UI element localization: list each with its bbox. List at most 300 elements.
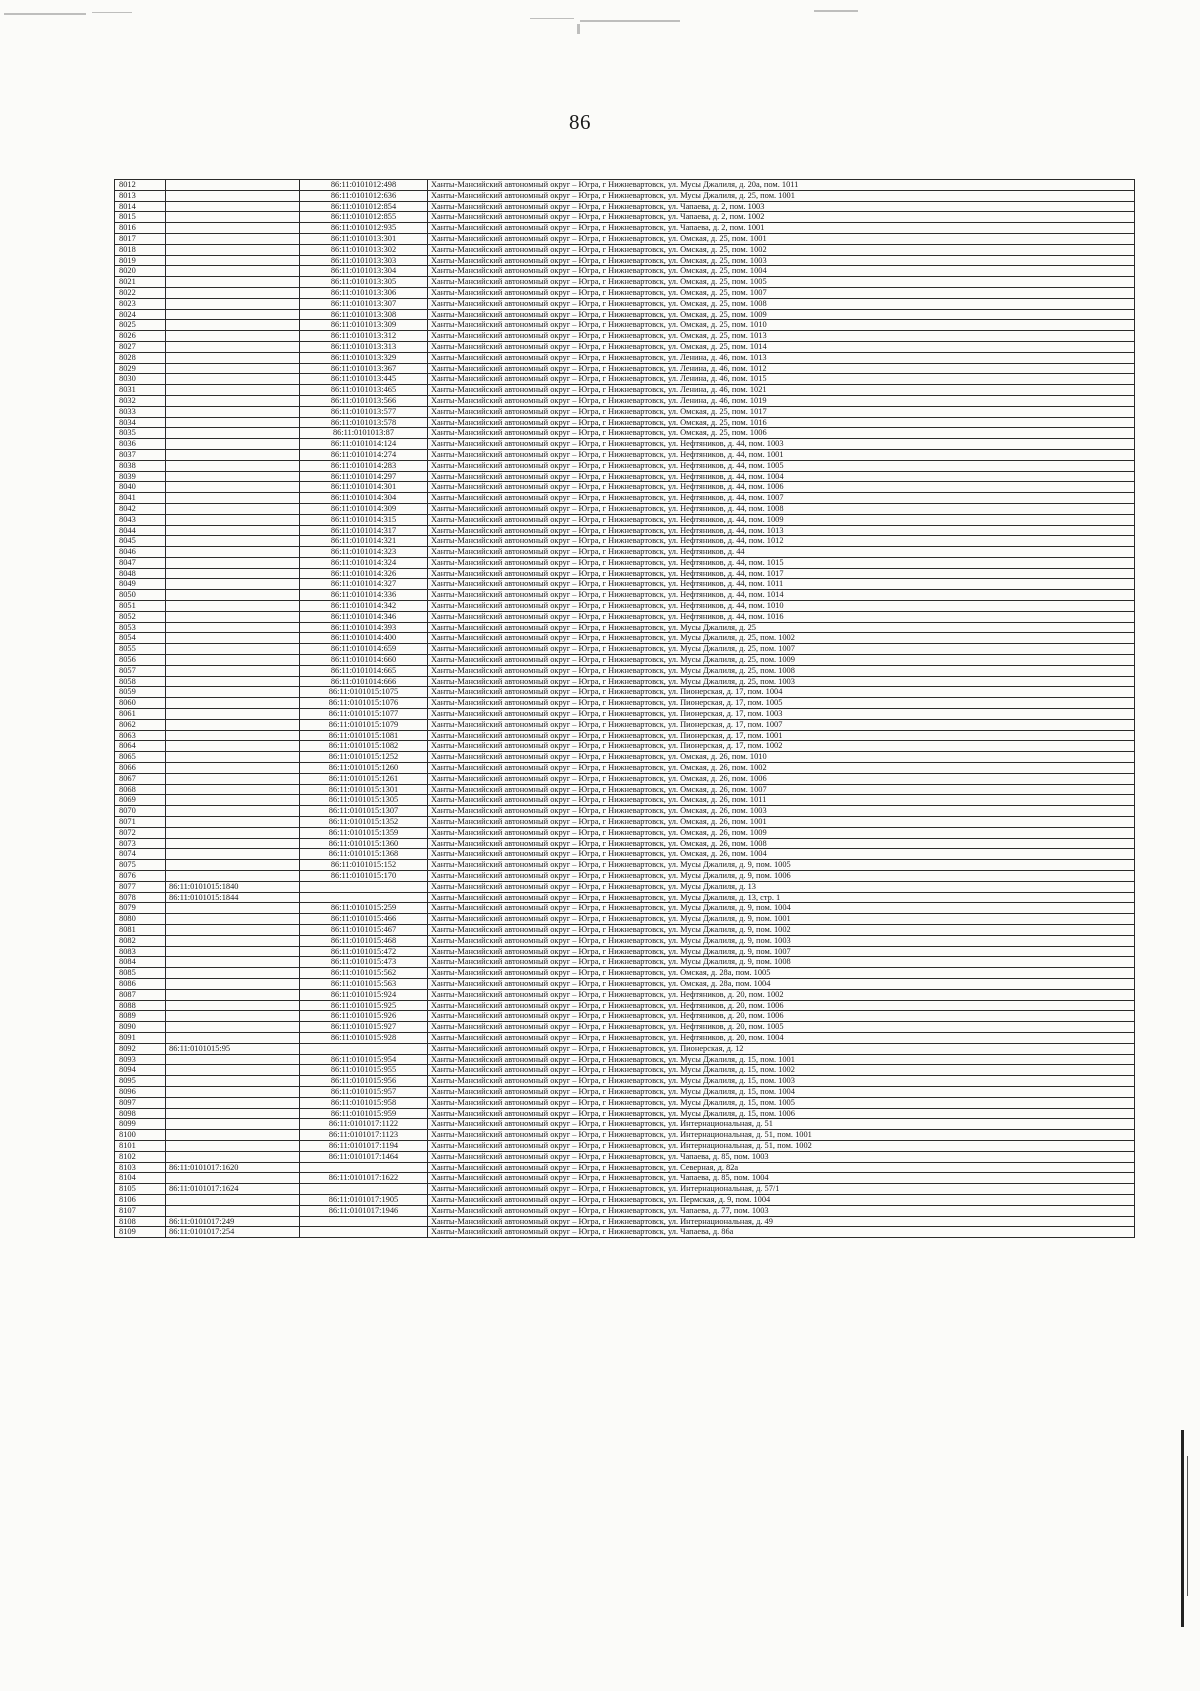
premises-cadastral-cell: 86:11:0101015:1352 — [300, 817, 428, 828]
table-row — [115, 719, 1135, 730]
premises-cadastral-cell: 86:11:0101015:1360 — [300, 838, 428, 849]
row-number-cell: 8102 — [115, 1151, 166, 1162]
table-row — [115, 439, 1135, 450]
address-cell: Ханты-Мансийский автономный округ – Югра, г Нижневартовск, ул. Омская, д. 26, пом. 1003 — [428, 806, 1135, 817]
page-number: 86 — [569, 110, 591, 134]
row-number-cell: 8074 — [115, 849, 166, 860]
row-number-cell: 8106 — [115, 1194, 166, 1205]
address-cell: Ханты-Мансийский автономный округ – Югра, г Нижневартовск, ул. Нефтяников, д. 20, пом. 1006 — [428, 1000, 1135, 1011]
table-row — [115, 374, 1135, 385]
parcel-cadastral-cell — [166, 374, 300, 385]
parcel-cadastral-cell — [166, 752, 300, 763]
row-number-cell: 8069 — [115, 795, 166, 806]
address-cell: Ханты-Мансийский автономный округ – Югра, г Нижневартовск, ул. Омская, д. 25, пом. 1005 — [428, 277, 1135, 288]
row-number-cell: 8027 — [115, 341, 166, 352]
row-number-cell: 8065 — [115, 752, 166, 763]
row-number-cell: 8048 — [115, 568, 166, 579]
parcel-cadastral-cell — [166, 428, 300, 439]
parcel-cadastral-cell — [166, 611, 300, 622]
scan-artifact — [577, 24, 580, 34]
premises-cadastral-cell: 86:11:0101014:393 — [300, 622, 428, 633]
row-number-cell: 8088 — [115, 1000, 166, 1011]
parcel-cadastral-cell — [166, 331, 300, 342]
row-number-cell: 8073 — [115, 838, 166, 849]
premises-cadastral-cell: 86:11:0101014:317 — [300, 525, 428, 536]
address-cell: Ханты-Мансийский автономный округ – Югра, г Нижневартовск, ул. Нефтяников, д. 44, пом. 1013 — [428, 525, 1135, 536]
row-number-cell: 8021 — [115, 277, 166, 288]
premises-cadastral-cell: 86:11:0101015:955 — [300, 1065, 428, 1076]
address-cell: Ханты-Мансийский автономный округ – Югра, г Нижневартовск, ул. Мусы Джалиля, д. 9, пом. 1002 — [428, 924, 1135, 935]
row-number-cell: 8109 — [115, 1227, 166, 1238]
address-cell: Ханты-Мансийский автономный округ – Югра, г Нижневартовск, ул. Мусы Джалиля, д. 9, пом. 1004 — [428, 903, 1135, 914]
row-number-cell: 8087 — [115, 989, 166, 1000]
row-number-cell: 8043 — [115, 514, 166, 525]
row-number-cell: 8059 — [115, 687, 166, 698]
row-number-cell: 8090 — [115, 1022, 166, 1033]
table-row — [115, 676, 1135, 687]
address-cell: Ханты-Мансийский автономный округ – Югра, г Нижневартовск, ул. Ленина, д. 46, пом. 1013 — [428, 352, 1135, 363]
row-number-cell: 8039 — [115, 471, 166, 482]
address-cell: Ханты-Мансийский автономный округ – Югра, г Нижневартовск, ул. Омская, д. 25, пом. 1007 — [428, 287, 1135, 298]
address-cell: Ханты-Мансийский автономный округ – Югра, г Нижневартовск, ул. Нефтяников, д. 44, пом. 1005 — [428, 460, 1135, 471]
premises-cadastral-cell: 86:11:0101015:1260 — [300, 763, 428, 774]
parcel-cadastral-cell — [166, 914, 300, 925]
premises-cadastral-cell: 86:11:0101015:1077 — [300, 709, 428, 720]
address-cell: Ханты-Мансийский автономный округ – Югра, г Нижневартовск, ул. Чапаева, д. 2, пом. 1003 — [428, 201, 1135, 212]
row-number-cell: 8098 — [115, 1108, 166, 1119]
parcel-cadastral-cell — [166, 503, 300, 514]
premises-cadastral-cell: 86:11:0101014:327 — [300, 579, 428, 590]
table-row — [115, 1119, 1135, 1130]
address-cell: Ханты-Мансийский автономный округ – Югра, г Нижневартовск, ул. Мусы Джалиля, д. 9, пом. 1008 — [428, 957, 1135, 968]
premises-cadastral-cell: 86:11:0101013:87 — [300, 428, 428, 439]
table-row — [115, 622, 1135, 633]
premises-cadastral-cell: 86:11:0101014:326 — [300, 568, 428, 579]
row-number-cell: 8082 — [115, 935, 166, 946]
row-number-cell: 8092 — [115, 1043, 166, 1054]
parcel-cadastral-cell — [166, 860, 300, 871]
address-cell: Ханты-Мансийский автономный округ – Югра, г Нижневартовск, ул. Нефтяников, д. 44, пом. 1017 — [428, 568, 1135, 579]
row-number-cell: 8037 — [115, 449, 166, 460]
row-number-cell: 8020 — [115, 266, 166, 277]
row-number-cell: 8104 — [115, 1173, 166, 1184]
premises-cadastral-cell: 86:11:0101014:659 — [300, 644, 428, 655]
premises-cadastral-cell: 86:11:0101012:854 — [300, 201, 428, 212]
row-number-cell: 8034 — [115, 417, 166, 428]
premises-cadastral-cell: 86:11:0101015:152 — [300, 860, 428, 871]
table-row — [115, 989, 1135, 1000]
table-row — [115, 752, 1135, 763]
table-row — [115, 903, 1135, 914]
address-cell: Ханты-Мансийский автономный округ – Югра, г Нижневартовск, ул. Омская, д. 26, пом. 1008 — [428, 838, 1135, 849]
parcel-cadastral-cell — [166, 460, 300, 471]
address-cell: Ханты-Мансийский автономный округ – Югра, г Нижневартовск, ул. Омская, д. 25, пом. 1010 — [428, 320, 1135, 331]
parcel-cadastral-cell — [166, 482, 300, 493]
table-row — [115, 687, 1135, 698]
parcel-cadastral-cell — [166, 665, 300, 676]
premises-cadastral-cell: 86:11:0101013:309 — [300, 320, 428, 331]
table-row — [115, 255, 1135, 266]
premises-cadastral-cell — [300, 1043, 428, 1054]
address-cell: Ханты-Мансийский автономный округ – Югра, г Нижневартовск, ул. Омская, д. 28а, пом. 1005 — [428, 968, 1135, 979]
parcel-cadastral-cell — [166, 784, 300, 795]
table-row — [115, 806, 1135, 817]
parcel-cadastral-cell — [166, 924, 300, 935]
table-row — [115, 1000, 1135, 1011]
table-row — [115, 352, 1135, 363]
row-number-cell: 8023 — [115, 298, 166, 309]
address-cell: Ханты-Мансийский автономный округ – Югра, г Нижневартовск, ул. Ленина, д. 46, пом. 1021 — [428, 385, 1135, 396]
row-number-cell: 8095 — [115, 1076, 166, 1087]
address-cell: Ханты-Мансийский автономный округ – Югра, г Нижневартовск, ул. Мусы Джалиля, д. 25, пом. 1001 — [428, 190, 1135, 201]
premises-cadastral-cell: 86:11:0101017:1905 — [300, 1194, 428, 1205]
address-cell: Ханты-Мансийский автономный округ – Югра, г Нижневартовск, ул. Омская, д. 26, пом. 1004 — [428, 849, 1135, 860]
scan-artifact — [4, 13, 86, 15]
premises-cadastral-cell: 86:11:0101017:1122 — [300, 1119, 428, 1130]
table-row — [115, 968, 1135, 979]
address-cell: Ханты-Мансийский автономный округ – Югра, г Нижневартовск, ул. Чапаева, д. 77, пом. 1003 — [428, 1205, 1135, 1216]
parcel-cadastral-cell — [166, 341, 300, 352]
parcel-cadastral-cell — [166, 363, 300, 374]
parcel-cadastral-cell — [166, 773, 300, 784]
table-row — [115, 763, 1135, 774]
premises-cadastral-cell: 86:11:0101014:342 — [300, 601, 428, 612]
table-row — [115, 914, 1135, 925]
address-cell: Ханты-Мансийский автономный округ – Югра, г Нижневартовск, ул. Омская, д. 25, пом. 1013 — [428, 331, 1135, 342]
parcel-cadastral-cell — [166, 676, 300, 687]
parcel-cadastral-cell — [166, 471, 300, 482]
parcel-cadastral-cell — [166, 493, 300, 504]
premises-cadastral-cell — [300, 1216, 428, 1227]
address-cell: Ханты-Мансийский автономный округ – Югра, г Нижневартовск, ул. Нефтяников, д. 20, пом. 1005 — [428, 1022, 1135, 1033]
parcel-cadastral-cell — [166, 709, 300, 720]
address-cell: Ханты-Мансийский автономный округ – Югра, г Нижневартовск, ул. Чапаева, д. 2, пом. 1002 — [428, 212, 1135, 223]
scan-artifact — [92, 12, 132, 13]
address-cell: Ханты-Мансийский автономный округ – Югра, г Нижневартовск, ул. Ленина, д. 46, пом. 1012 — [428, 363, 1135, 374]
row-number-cell: 8024 — [115, 309, 166, 320]
table-row — [115, 773, 1135, 784]
row-number-cell: 8057 — [115, 665, 166, 676]
table-row — [115, 223, 1135, 234]
row-number-cell: 8053 — [115, 622, 166, 633]
address-cell: Ханты-Мансийский автономный округ – Югра, г Нижневартовск, ул. Омская, д. 25, пом. 1016 — [428, 417, 1135, 428]
premises-cadastral-cell: 86:11:0101015:473 — [300, 957, 428, 968]
address-cell: Ханты-Мансийский автономный округ – Югра, г Нижневартовск, ул. Мусы Джалиля, д. 25, пом. 1009 — [428, 655, 1135, 666]
parcel-cadastral-cell — [166, 935, 300, 946]
parcel-cadastral-cell — [166, 439, 300, 450]
parcel-cadastral-cell — [166, 1130, 300, 1141]
address-cell: Ханты-Мансийский автономный округ – Югра, г Нижневартовск, ул. Омская, д. 25, пом. 1004 — [428, 266, 1135, 277]
address-cell: Ханты-Мансийский автономный округ – Югра, г Нижневартовск, ул. Интернациональная, д. 51, пом. 1001 — [428, 1130, 1135, 1141]
address-cell: Ханты-Мансийский автономный округ – Югра, г Нижневартовск, ул. Мусы Джалиля, д. 25, пом. 1003 — [428, 676, 1135, 687]
premises-cadastral-cell: 86:11:0101013:302 — [300, 244, 428, 255]
address-cell: Ханты-Мансийский автономный округ – Югра, г Нижневартовск, ул. Нефтяников, д. 44, пом. 1004 — [428, 471, 1135, 482]
parcel-cadastral-cell — [166, 536, 300, 547]
parcel-cadastral-cell — [166, 968, 300, 979]
parcel-cadastral-cell: 86:11:0101015:95 — [166, 1043, 300, 1054]
row-number-cell: 8093 — [115, 1054, 166, 1065]
premises-cadastral-cell: 86:11:0101013:578 — [300, 417, 428, 428]
table-row — [115, 406, 1135, 417]
address-cell: Ханты-Мансийский автономный округ – Югра, г Нижневартовск, ул. Омская, д. 25, пом. 1003 — [428, 255, 1135, 266]
table-row — [115, 795, 1135, 806]
table-row — [115, 525, 1135, 536]
table-row — [115, 277, 1135, 288]
table-row — [115, 601, 1135, 612]
parcel-cadastral-cell — [166, 1151, 300, 1162]
parcel-cadastral-cell — [166, 1108, 300, 1119]
address-cell: Ханты-Мансийский автономный округ – Югра, г Нижневартовск, ул. Омская, д. 26, пом. 1001 — [428, 817, 1135, 828]
parcel-cadastral-cell — [166, 989, 300, 1000]
address-cell: Ханты-Мансийский автономный округ – Югра, г Нижневартовск, ул. Интернациональная, д. 49 — [428, 1216, 1135, 1227]
address-cell: Ханты-Мансийский автономный округ – Югра, г Нижневартовск, ул. Омская, д. 25, пом. 1006 — [428, 428, 1135, 439]
table-row — [115, 730, 1135, 741]
parcel-cadastral-cell: 86:11:0101017:249 — [166, 1216, 300, 1227]
premises-cadastral-cell: 86:11:0101015:957 — [300, 1086, 428, 1097]
table-row — [115, 331, 1135, 342]
premises-cadastral-cell: 86:11:0101015:924 — [300, 989, 428, 1000]
row-number-cell: 8062 — [115, 719, 166, 730]
table-row — [115, 1205, 1135, 1216]
table-row — [115, 309, 1135, 320]
address-cell: Ханты-Мансийский автономный округ – Югра, г Нижневартовск, ул. Омская, д. 26, пом. 1011 — [428, 795, 1135, 806]
parcel-cadastral-cell — [166, 385, 300, 396]
address-cell: Ханты-Мансийский автономный округ – Югра, г Нижневартовск, ул. Пионерская, д. 17, пом. 1001 — [428, 730, 1135, 741]
table-row — [115, 1097, 1135, 1108]
parcel-cadastral-cell — [166, 817, 300, 828]
row-number-cell: 8046 — [115, 547, 166, 558]
scan-edge-mark — [1181, 1430, 1184, 1627]
row-number-cell: 8076 — [115, 871, 166, 882]
row-number-cell: 8041 — [115, 493, 166, 504]
premises-cadastral-cell: 86:11:0101012:935 — [300, 223, 428, 234]
address-cell: Ханты-Мансийский автономный округ – Югра, г Нижневартовск, ул. Нефтяников, д. 44, пом. 1006 — [428, 482, 1135, 493]
premises-cadastral-cell: 86:11:0101015:466 — [300, 914, 428, 925]
parcel-cadastral-cell — [166, 417, 300, 428]
row-number-cell: 8067 — [115, 773, 166, 784]
parcel-cadastral-cell — [166, 190, 300, 201]
table-row — [115, 298, 1135, 309]
parcel-cadastral-cell — [166, 655, 300, 666]
premises-cadastral-cell: 86:11:0101015:1076 — [300, 698, 428, 709]
parcel-cadastral-cell — [166, 298, 300, 309]
row-number-cell: 8054 — [115, 633, 166, 644]
address-cell: Ханты-Мансийский автономный округ – Югра, г Нижневартовск, ул. Мусы Джалиля, д. 25, пом. 1007 — [428, 644, 1135, 655]
premises-cadastral-cell: 86:11:0101014:346 — [300, 611, 428, 622]
table-row — [115, 849, 1135, 860]
premises-cadastral-cell: 86:11:0101015:170 — [300, 871, 428, 882]
row-number-cell: 8028 — [115, 352, 166, 363]
parcel-cadastral-cell — [166, 406, 300, 417]
parcel-cadastral-cell — [166, 1205, 300, 1216]
table-row — [115, 784, 1135, 795]
table-row — [115, 190, 1135, 201]
address-cell: Ханты-Мансийский автономный округ – Югра, г Нижневартовск, ул. Мусы Джалиля, д. 25, пом. 1008 — [428, 665, 1135, 676]
table-row — [115, 655, 1135, 666]
row-number-cell: 8017 — [115, 233, 166, 244]
row-number-cell: 8032 — [115, 395, 166, 406]
row-number-cell: 8079 — [115, 903, 166, 914]
row-number-cell: 8094 — [115, 1065, 166, 1076]
table-row — [115, 1054, 1135, 1065]
premises-cadastral-cell: 86:11:0101014:323 — [300, 547, 428, 558]
row-number-cell: 8070 — [115, 806, 166, 817]
register-table — [114, 179, 1135, 1238]
parcel-cadastral-cell — [166, 449, 300, 460]
address-cell: Ханты-Мансийский автономный округ – Югра, г Нижневартовск, ул. Нефтяников, д. 44, пом. 1014 — [428, 590, 1135, 601]
premises-cadastral-cell — [300, 892, 428, 903]
row-number-cell: 8064 — [115, 741, 166, 752]
table-row — [115, 709, 1135, 720]
parcel-cadastral-cell: 86:11:0101017:254 — [166, 1227, 300, 1238]
address-cell: Ханты-Мансийский автономный округ – Югра, г Нижневартовск, ул. Нефтяников, д. 44, пом. 1008 — [428, 503, 1135, 514]
row-number-cell: 8085 — [115, 968, 166, 979]
table-row — [115, 341, 1135, 352]
premises-cadastral-cell: 86:11:0101014:321 — [300, 536, 428, 547]
parcel-cadastral-cell — [166, 1065, 300, 1076]
premises-cadastral-cell: 86:11:0101014:666 — [300, 676, 428, 687]
premises-cadastral-cell: 86:11:0101014:304 — [300, 493, 428, 504]
row-number-cell: 8015 — [115, 212, 166, 223]
address-cell: Ханты-Мансийский автономный округ – Югра, г Нижневартовск, ул. Мусы Джалиля, д. 15, пом. 1005 — [428, 1097, 1135, 1108]
table-row — [115, 266, 1135, 277]
table-row — [115, 287, 1135, 298]
table-row — [115, 924, 1135, 935]
parcel-cadastral-cell — [166, 1032, 300, 1043]
scan-edge-mark — [1187, 1456, 1188, 1596]
table-row — [115, 1076, 1135, 1087]
row-number-cell: 8105 — [115, 1184, 166, 1195]
table-row — [115, 428, 1135, 439]
row-number-cell: 8091 — [115, 1032, 166, 1043]
row-number-cell: 8040 — [115, 482, 166, 493]
table-row — [115, 579, 1135, 590]
row-number-cell: 8025 — [115, 320, 166, 331]
parcel-cadastral-cell — [166, 1022, 300, 1033]
parcel-cadastral-cell — [166, 946, 300, 957]
table-row — [115, 741, 1135, 752]
parcel-cadastral-cell — [166, 568, 300, 579]
table-row — [115, 935, 1135, 946]
premises-cadastral-cell: 86:11:0101014:324 — [300, 557, 428, 568]
parcel-cadastral-cell — [166, 244, 300, 255]
scan-artifact — [580, 20, 680, 22]
parcel-cadastral-cell — [166, 525, 300, 536]
address-cell: Ханты-Мансийский автономный округ – Югра, г Нижневартовск, ул. Мусы Джалиля, д. 20а, пом. 1011 — [428, 180, 1135, 191]
premises-cadastral-cell: 86:11:0101015:472 — [300, 946, 428, 957]
premises-cadastral-cell: 86:11:0101015:959 — [300, 1108, 428, 1119]
premises-cadastral-cell: 86:11:0101013:308 — [300, 309, 428, 320]
row-number-cell: 8051 — [115, 601, 166, 612]
parcel-cadastral-cell: 86:11:0101017:1624 — [166, 1184, 300, 1195]
address-cell: Ханты-Мансийский автономный округ – Югра, г Нижневартовск, ул. Интернациональная, д. 51, пом. 1002 — [428, 1140, 1135, 1151]
premises-cadastral-cell: 86:11:0101015:1307 — [300, 806, 428, 817]
premises-cadastral-cell: 86:11:0101015:1082 — [300, 741, 428, 752]
premises-cadastral-cell: 86:11:0101015:468 — [300, 935, 428, 946]
premises-cadastral-cell: 86:11:0101013:566 — [300, 395, 428, 406]
address-cell: Ханты-Мансийский автономный округ – Югра, г Нижневартовск, ул. Пермская, д. 9, пом. 1004 — [428, 1194, 1135, 1205]
row-number-cell: 8019 — [115, 255, 166, 266]
row-number-cell: 8018 — [115, 244, 166, 255]
parcel-cadastral-cell — [166, 644, 300, 655]
row-number-cell: 8031 — [115, 385, 166, 396]
parcel-cadastral-cell — [166, 1011, 300, 1022]
premises-cadastral-cell: 86:11:0101014:665 — [300, 665, 428, 676]
address-cell: Ханты-Мансийский автономный округ – Югра, г Нижневартовск, ул. Мусы Джалиля, д. 25 — [428, 622, 1135, 633]
row-number-cell: 8077 — [115, 881, 166, 892]
address-cell: Ханты-Мансийский автономный округ – Югра, г Нижневартовск, ул. Мусы Джалиля, д. 13, стр. 1 — [428, 892, 1135, 903]
row-number-cell: 8066 — [115, 763, 166, 774]
premises-cadastral-cell: 86:11:0101015:1368 — [300, 849, 428, 860]
table-row — [115, 1162, 1135, 1173]
parcel-cadastral-cell — [166, 806, 300, 817]
parcel-cadastral-cell — [166, 849, 300, 860]
parcel-cadastral-cell — [166, 1000, 300, 1011]
table-row — [115, 881, 1135, 892]
row-number-cell: 8081 — [115, 924, 166, 935]
row-number-cell: 8035 — [115, 428, 166, 439]
row-number-cell: 8061 — [115, 709, 166, 720]
parcel-cadastral-cell — [166, 201, 300, 212]
table-row — [115, 557, 1135, 568]
table-row — [115, 536, 1135, 547]
parcel-cadastral-cell — [166, 320, 300, 331]
row-number-cell: 8049 — [115, 579, 166, 590]
parcel-cadastral-cell — [166, 266, 300, 277]
row-number-cell: 8026 — [115, 331, 166, 342]
row-number-cell: 8056 — [115, 655, 166, 666]
premises-cadastral-cell: 86:11:0101013:312 — [300, 331, 428, 342]
row-number-cell: 8038 — [115, 460, 166, 471]
premises-cadastral-cell: 86:11:0101013:445 — [300, 374, 428, 385]
row-number-cell: 8052 — [115, 611, 166, 622]
parcel-cadastral-cell — [166, 590, 300, 601]
address-cell: Ханты-Мансийский автономный округ – Югра, г Нижневартовск, ул. Омская, д. 25, пом. 1008 — [428, 298, 1135, 309]
table-row — [115, 817, 1135, 828]
premises-cadastral-cell: 86:11:0101014:274 — [300, 449, 428, 460]
premises-cadastral-cell: 86:11:0101013:303 — [300, 255, 428, 266]
address-cell: Ханты-Мансийский автономный округ – Югра, г Нижневартовск, ул. Нефтяников, д. 20, пом. 1002 — [428, 989, 1135, 1000]
table-row — [115, 1151, 1135, 1162]
premises-cadastral-cell: 86:11:0101013:301 — [300, 233, 428, 244]
table-row — [115, 180, 1135, 191]
address-cell: Ханты-Мансийский автономный округ – Югра, г Нижневартовск, ул. Омская, д. 26, пом. 1010 — [428, 752, 1135, 763]
address-cell: Ханты-Мансийский автономный округ – Югра, г Нижневартовск, ул. Омская, д. 26, пом. 1006 — [428, 773, 1135, 784]
premises-cadastral-cell: 86:11:0101015:1301 — [300, 784, 428, 795]
table-row — [115, 201, 1135, 212]
row-number-cell: 8100 — [115, 1130, 166, 1141]
address-cell: Ханты-Мансийский автономный округ – Югра, г Нижневартовск, ул. Омская, д. 25, пом. 1009 — [428, 309, 1135, 320]
scan-artifact — [814, 10, 858, 12]
table-row — [115, 320, 1135, 331]
parcel-cadastral-cell — [166, 1173, 300, 1184]
address-cell: Ханты-Мансийский автономный округ – Югра, г Нижневартовск, ул. Омская, д. 26, пом. 1007 — [428, 784, 1135, 795]
row-number-cell: 8063 — [115, 730, 166, 741]
table-row — [115, 698, 1135, 709]
table-row — [115, 1173, 1135, 1184]
register-body — [115, 180, 1135, 1238]
table-row — [115, 1022, 1135, 1033]
premises-cadastral-cell: 86:11:0101013:305 — [300, 277, 428, 288]
address-cell: Ханты-Мансийский автономный округ – Югра, г Нижневартовск, ул. Ленина, д. 46, пом. 1015 — [428, 374, 1135, 385]
address-cell: Ханты-Мансийский автономный округ – Югра, г Нижневартовск, ул. Пионерская, д. 17, пом. 1002 — [428, 741, 1135, 752]
table-row — [115, 590, 1135, 601]
row-number-cell: 8089 — [115, 1011, 166, 1022]
parcel-cadastral-cell — [166, 395, 300, 406]
address-cell: Ханты-Мансийский автономный округ – Югра, г Нижневартовск, ул. Мусы Джалиля, д. 13 — [428, 881, 1135, 892]
address-cell: Ханты-Мансийский автономный округ – Югра, г Нижневартовск, ул. Пионерская, д. 17, пом. 1005 — [428, 698, 1135, 709]
parcel-cadastral-cell — [166, 180, 300, 191]
